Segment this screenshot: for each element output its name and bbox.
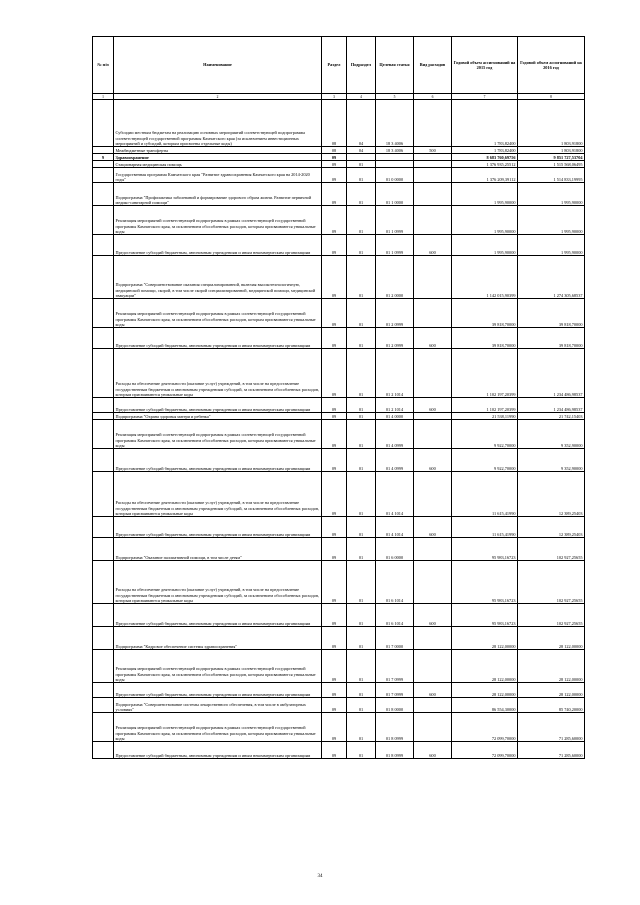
row-name: Предоставление субсидий бюджетным, автономным учреждениям и иным некоммерческим организациям	[114, 604, 322, 627]
row-target-article: 01 1 0999	[376, 235, 414, 256]
row-subsection: 01	[347, 161, 376, 168]
row-subsection: 04	[347, 147, 376, 154]
row-section: 09	[322, 183, 347, 206]
row-number: 9	[93, 154, 114, 161]
row-name: Предоставление субсидий бюджетным, автономным учреждениям и иным некоммерческим организациям	[114, 742, 322, 759]
row-subsection: 01	[347, 538, 376, 561]
row-subsection	[347, 154, 376, 161]
row-expense-type	[414, 413, 452, 420]
row-target-article: 01 4 0999	[376, 449, 414, 472]
row-section: 09	[322, 627, 347, 650]
row-number	[93, 517, 114, 538]
row-name: Межбюджетные трансферты	[114, 147, 322, 154]
row-expense-type: 600	[414, 742, 452, 759]
row-name: Стационарная медицинская помощь	[114, 161, 322, 168]
row-number	[93, 183, 114, 206]
row-name: Подпрограмма "Совершенствование оказания специализированной, включая высокотехнологичную, медицинской помощи, скорой, в том числе скорой специализированной, медицинской помощи, медицинской эвакуации"	[114, 256, 322, 299]
table-body	[93, 100, 585, 759]
row-amount-2015: 11 615,41990	[452, 472, 518, 517]
row-subsection: 01	[347, 398, 376, 413]
row-subsection: 01	[347, 650, 376, 683]
row-subsection: 01	[347, 683, 376, 698]
row-subsection: 01	[347, 168, 376, 183]
col-num: 8	[518, 94, 585, 100]
row-amount-2015: 9 922,70000	[452, 449, 518, 472]
row-amount-2016: 28 122,00000	[518, 683, 585, 698]
row-target-article: 01 2 0999	[376, 299, 414, 328]
table-row	[93, 561, 585, 604]
row-amount-2015: 1 995,90000	[452, 183, 518, 206]
row-amount-2015: 1 142 015,90399	[452, 256, 518, 299]
col-num: 7	[452, 94, 518, 100]
row-target-article: 01 2 0999	[376, 328, 414, 349]
row-amount-2016: 12 389,25403	[518, 517, 585, 538]
row-amount-2015: 72 099,70000	[452, 713, 518, 742]
row-amount-2016: 1 234 486,98537	[518, 349, 585, 398]
row-target-article: 01 8 0000	[376, 698, 414, 713]
row-target-article: 01 4 1014	[376, 517, 414, 538]
row-amount-2015: 72 099,70000	[452, 742, 518, 759]
header-row	[93, 37, 585, 94]
row-name: Подпрограмма "Кадровое обеспечение системы здравоохранения"	[114, 627, 322, 650]
row-expense-type	[414, 206, 452, 235]
row-amount-2015: 21 538,11990	[452, 413, 518, 420]
row-number	[93, 420, 114, 449]
table-row	[93, 256, 585, 299]
row-section: 09	[322, 472, 347, 517]
row-name: Предоставление субсидий бюджетным, автономным учреждениям и иным некоммерческим организациям	[114, 235, 322, 256]
row-section: 09	[322, 538, 347, 561]
row-name: Предоставление субсидий бюджетным, автономным учреждениям и иным некоммерческим организациям	[114, 328, 322, 349]
row-section: 09	[322, 420, 347, 449]
row-amount-2015: 9 922,70000	[452, 420, 518, 449]
row-expense-type: 600	[414, 449, 452, 472]
row-amount-2016: 1 995,90000	[518, 183, 585, 206]
row-target-article	[376, 161, 414, 168]
row-number	[93, 168, 114, 183]
row-amount-2015: 11 615,41990	[452, 517, 518, 538]
row-amount-2016: 1 995,90000	[518, 235, 585, 256]
row-section: 09	[322, 206, 347, 235]
table-row	[93, 183, 585, 206]
row-amount-2015: 8 683 760,69756	[452, 154, 518, 161]
row-amount-2016: 71 285,60000	[518, 713, 585, 742]
row-amount-2016: 1 995,90000	[518, 206, 585, 235]
row-number	[93, 449, 114, 472]
row-expense-type	[414, 299, 452, 328]
header-2016: Годовой объем ассигнований на 2016 год	[518, 37, 585, 94]
row-number	[93, 349, 114, 398]
row-amount-2015: 1 783,82400	[452, 100, 518, 147]
table-row	[93, 650, 585, 683]
row-amount-2016: 28 122,00000	[518, 650, 585, 683]
row-name: Подпрограмма "Совершенствование системы лекарственного обеспечения, в том числе в амбулаторных условиях"	[114, 698, 322, 713]
row-section: 09	[322, 698, 347, 713]
budget-table-sheet	[92, 36, 584, 759]
row-target-article: 01 4 1014	[376, 472, 414, 517]
table-row	[93, 449, 585, 472]
row-subsection: 04	[347, 100, 376, 147]
row-section: 09	[322, 161, 347, 168]
row-amount-2015: 95 983,16723	[452, 604, 518, 627]
row-amount-2016: 9 851 727,53704	[518, 154, 585, 161]
row-target-article: 18 3 4006	[376, 100, 414, 147]
table-row	[93, 420, 585, 449]
table-row	[93, 154, 585, 161]
row-subsection: 01	[347, 256, 376, 299]
row-subsection: 01	[347, 420, 376, 449]
row-section: 09	[322, 713, 347, 742]
row-target-article: 01 1 0000	[376, 183, 414, 206]
table-row	[93, 538, 585, 561]
row-number	[93, 627, 114, 650]
row-target-article: 01 4 0000	[376, 413, 414, 420]
row-expense-type	[414, 349, 452, 398]
row-number	[93, 413, 114, 420]
row-name: Предоставление субсидий бюджетным, автономным учреждениям и иным некоммерческим организациям	[114, 398, 322, 413]
row-expense-type	[414, 168, 452, 183]
budget-table	[92, 36, 585, 759]
row-name: Здравоохранение	[114, 154, 322, 161]
col-num: 4	[347, 94, 376, 100]
row-subsection: 01	[347, 713, 376, 742]
row-number	[93, 713, 114, 742]
row-expense-type: 600	[414, 328, 452, 349]
row-subsection: 01	[347, 235, 376, 256]
row-name: Подпрограмма "Профилактика заболеваний и формирование здорового образа жизни. Развитие первичной медико-санитарной помощи"	[114, 183, 322, 206]
row-name: Расходы на обеспечение деятельности (оказание услуг) учреждений, в том числе на предоставление государственным бюджетным и автономным учреждениям субсидий, за исключением обособленных расходов, которым присваиваются уникальные коды	[114, 349, 322, 398]
row-subsection: 01	[347, 206, 376, 235]
row-section: 09	[322, 742, 347, 759]
row-subsection: 01	[347, 328, 376, 349]
row-subsection: 01	[347, 627, 376, 650]
row-section: 09	[322, 256, 347, 299]
row-amount-2016: 1 514 833,19995	[518, 168, 585, 183]
row-name: Реализация мероприятий соответствующей подпрограммы в рамках соответствующей государственной программы Камчатского края, за исключением обособленных расходов, которым присваиваются уникальные коды	[114, 650, 322, 683]
header-2015: Годовой объем ассигнований на 2015 год	[452, 37, 518, 94]
row-section: 09	[322, 299, 347, 328]
row-section: 08	[322, 147, 347, 154]
row-number	[93, 698, 114, 713]
table-row	[93, 235, 585, 256]
row-name: Предоставление субсидий бюджетным, автономным учреждениям и иным некоммерческим организациям	[114, 449, 322, 472]
table-row	[93, 299, 585, 328]
row-section: 09	[322, 349, 347, 398]
row-amount-2015: 1 783,82400	[452, 147, 518, 154]
row-section: 09	[322, 413, 347, 420]
row-subsection: 01	[347, 698, 376, 713]
row-expense-type: 500	[414, 147, 452, 154]
header-target-article: Целевая статья	[376, 37, 414, 94]
row-name: Реализация мероприятий соответствующей подпрограммы в рамках соответствующей государственной программы Камчатского края, за исключением обособленных расходов, которым присваиваются уникальные коды	[114, 206, 322, 235]
row-target-article: 01 0 0000	[376, 168, 414, 183]
header-subsection: Подраздел	[347, 37, 376, 94]
row-name: Предоставление субсидий бюджетным, автономным учреждениям и иным некоммерческим организациям	[114, 683, 322, 698]
row-expense-type	[414, 538, 452, 561]
row-amount-2016: 39 818,70000	[518, 328, 585, 349]
row-expense-type	[414, 420, 452, 449]
row-amount-2015: 95 983,16723	[452, 561, 518, 604]
table-row	[93, 398, 585, 413]
row-expense-type	[414, 650, 452, 683]
row-amount-2016: 1 803,91800	[518, 100, 585, 147]
row-section: 09	[322, 561, 347, 604]
row-amount-2015: 1 102 197,20399	[452, 349, 518, 398]
row-amount-2016: 102 927,25655	[518, 561, 585, 604]
row-number	[93, 538, 114, 561]
row-amount-2015: 28 122,00000	[452, 627, 518, 650]
row-amount-2015: 86 554,30000	[452, 698, 518, 713]
row-section: 09	[322, 683, 347, 698]
row-target-article: 01 1 0999	[376, 206, 414, 235]
table-row	[93, 168, 585, 183]
row-number	[93, 161, 114, 168]
row-amount-2015: 1 102 197,20399	[452, 398, 518, 413]
col-num: 2	[114, 94, 322, 100]
row-expense-type	[414, 472, 452, 517]
row-number	[93, 235, 114, 256]
row-expense-type	[414, 561, 452, 604]
row-target-article: 01 2 0000	[376, 256, 414, 299]
col-num: 5	[376, 94, 414, 100]
row-name: Расходы на обеспечение деятельности (оказание услуг) учреждений, в том числе на предоставление государственным бюджетным и автономным учреждениям субсидий, за исключением обособленных расходов, которым присваиваются уникальные коды	[114, 472, 322, 517]
row-name: Реализация мероприятий соответствующей подпрограммы в рамках соответствующей государственной программы Камчатского края, за исключением обособленных расходов, которым присваиваются уникальные коды	[114, 299, 322, 328]
row-target-article: 01 7 0999	[376, 683, 414, 698]
row-target-article: 01 6 1014	[376, 561, 414, 604]
row-section: 09	[322, 235, 347, 256]
row-amount-2015: 95 983,16723	[452, 538, 518, 561]
row-amount-2016: 1 803,91800	[518, 147, 585, 154]
row-amount-2016: 12 389,25403	[518, 472, 585, 517]
row-target-article: 01 7 0999	[376, 650, 414, 683]
table-row	[93, 604, 585, 627]
row-target-article: 01 8 0999	[376, 742, 414, 759]
table-row	[93, 713, 585, 742]
row-amount-2016: 102 927,25655	[518, 538, 585, 561]
row-name: Расходы на обеспечение деятельности (оказание услуг) учреждений, в том числе на предоставление государственным бюджетным и автономным учреждениям субсидий, за исключением обособленных расходов, которым присваиваются уникальные коды	[114, 561, 322, 604]
table-row	[93, 472, 585, 517]
row-subsection: 01	[347, 742, 376, 759]
row-subsection: 01	[347, 349, 376, 398]
row-number	[93, 100, 114, 147]
row-name: Подпрограмма "Оказание паллиативной помощи, в том числе детям"	[114, 538, 322, 561]
row-section: 09	[322, 517, 347, 538]
row-amount-2016: 28 122,00000	[518, 627, 585, 650]
row-expense-type	[414, 100, 452, 147]
row-target-article: 01 2 1014	[376, 398, 414, 413]
row-name: Субсидии местным бюджетам на реализацию основных мероприятий соответствующей подпрограммы соответствующей государственной программы Камчатского края (за исключением инвестиционных мероприятий и субсидий, которым присвоены отдельные коды)	[114, 100, 322, 147]
row-amount-2016: 85 740,20000	[518, 698, 585, 713]
table-row	[93, 161, 585, 168]
table-row	[93, 413, 585, 420]
row-subsection: 01	[347, 604, 376, 627]
table-row	[93, 206, 585, 235]
row-amount-2015: 1 376 209,39112	[452, 168, 518, 183]
table-row	[93, 147, 585, 154]
row-amount-2016: 9 352,90000	[518, 449, 585, 472]
row-target-article	[376, 154, 414, 161]
row-number	[93, 742, 114, 759]
row-name: Реализация мероприятий соответствующей подпрограммы в рамках соответствующей государственной программы Камчатского края, за исключением обособленных расходов, которым присваиваются уникальные коды	[114, 713, 322, 742]
page-number: 34	[317, 874, 323, 879]
row-amount-2016: 102 927,25655	[518, 604, 585, 627]
row-expense-type: 600	[414, 683, 452, 698]
row-number	[93, 650, 114, 683]
row-number	[93, 206, 114, 235]
row-amount-2016: 9 352,90000	[518, 420, 585, 449]
row-target-article: 01 6 0000	[376, 538, 414, 561]
row-expense-type	[414, 154, 452, 161]
row-amount-2016: 71 285,60000	[518, 742, 585, 759]
row-number	[93, 683, 114, 698]
row-amount-2015: 1 376 935,25512	[452, 161, 518, 168]
row-name: Государственная программа Камчатского края "Развитие здравоохранения Камчатского края на 2014-2020 годы"	[114, 168, 322, 183]
row-subsection: 01	[347, 413, 376, 420]
row-amount-2015: 28 122,00000	[452, 650, 518, 683]
row-expense-type	[414, 713, 452, 742]
row-section: 09	[322, 154, 347, 161]
row-number	[93, 398, 114, 413]
row-expense-type: 600	[414, 604, 452, 627]
row-subsection: 01	[347, 517, 376, 538]
row-amount-2015: 1 995,90000	[452, 206, 518, 235]
row-expense-type	[414, 627, 452, 650]
table-row	[93, 517, 585, 538]
header-number: № п/п	[93, 37, 114, 94]
row-amount-2015: 39 818,70000	[452, 328, 518, 349]
row-amount-2016: 1 234 486,98537	[518, 398, 585, 413]
row-name: Реализация мероприятий соответствующей подпрограммы в рамках соответствующей государственной программы Камчатского края, за исключением обособленных расходов, которым присваиваются уникальные коды	[114, 420, 322, 449]
row-section: 08	[322, 100, 347, 147]
row-amount-2015: 39 818,70000	[452, 299, 518, 328]
row-amount-2016: 39 818,70000	[518, 299, 585, 328]
row-section: 09	[322, 328, 347, 349]
row-subsection: 01	[347, 449, 376, 472]
row-expense-type: 600	[414, 235, 452, 256]
table-row	[93, 742, 585, 759]
table-row	[93, 698, 585, 713]
row-number	[93, 147, 114, 154]
row-target-article: 01 8 0999	[376, 713, 414, 742]
row-expense-type	[414, 161, 452, 168]
row-name: Подпрограмма "Охрана здоровья матери и ребенка"	[114, 413, 322, 420]
row-expense-type	[414, 698, 452, 713]
row-number	[93, 256, 114, 299]
table-row	[93, 328, 585, 349]
header-section: Раздел	[322, 37, 347, 94]
table-row	[93, 683, 585, 698]
col-num: 3	[322, 94, 347, 100]
row-section: 09	[322, 168, 347, 183]
table-row	[93, 627, 585, 650]
row-number	[93, 299, 114, 328]
row-amount-2016: 21 742,15403	[518, 413, 585, 420]
row-number	[93, 472, 114, 517]
col-num: 1	[93, 94, 114, 100]
row-target-article: 01 6 1014	[376, 604, 414, 627]
row-number	[93, 604, 114, 627]
row-section: 09	[322, 650, 347, 683]
row-section: 09	[322, 398, 347, 413]
table-row	[93, 349, 585, 398]
row-section: 09	[322, 604, 347, 627]
row-expense-type	[414, 256, 452, 299]
row-target-article: 01 7 0000	[376, 627, 414, 650]
row-subsection: 01	[347, 299, 376, 328]
col-num: 6	[414, 94, 452, 100]
row-expense-type: 600	[414, 517, 452, 538]
row-expense-type: 600	[414, 398, 452, 413]
row-amount-2015: 28 122,00000	[452, 683, 518, 698]
row-amount-2016: 1 515 568,06495	[518, 161, 585, 168]
row-subsection: 01	[347, 183, 376, 206]
row-target-article: 01 4 0999	[376, 420, 414, 449]
row-target-article: 18 3 4006	[376, 147, 414, 154]
table-row	[93, 100, 585, 147]
row-number	[93, 328, 114, 349]
row-subsection: 01	[347, 561, 376, 604]
row-section: 09	[322, 449, 347, 472]
row-subsection: 01	[347, 472, 376, 517]
row-amount-2015: 1 995,90000	[452, 235, 518, 256]
row-target-article: 01 2 1014	[376, 349, 414, 398]
row-number	[93, 561, 114, 604]
row-expense-type	[414, 183, 452, 206]
header-expense-type: Вид расходов	[414, 37, 452, 94]
header-name: Наименование	[114, 37, 322, 94]
row-amount-2016: 1 274 305,68537	[518, 256, 585, 299]
row-name: Предоставление субсидий бюджетным, автономным учреждениям и иным некоммерческим организациям	[114, 517, 322, 538]
